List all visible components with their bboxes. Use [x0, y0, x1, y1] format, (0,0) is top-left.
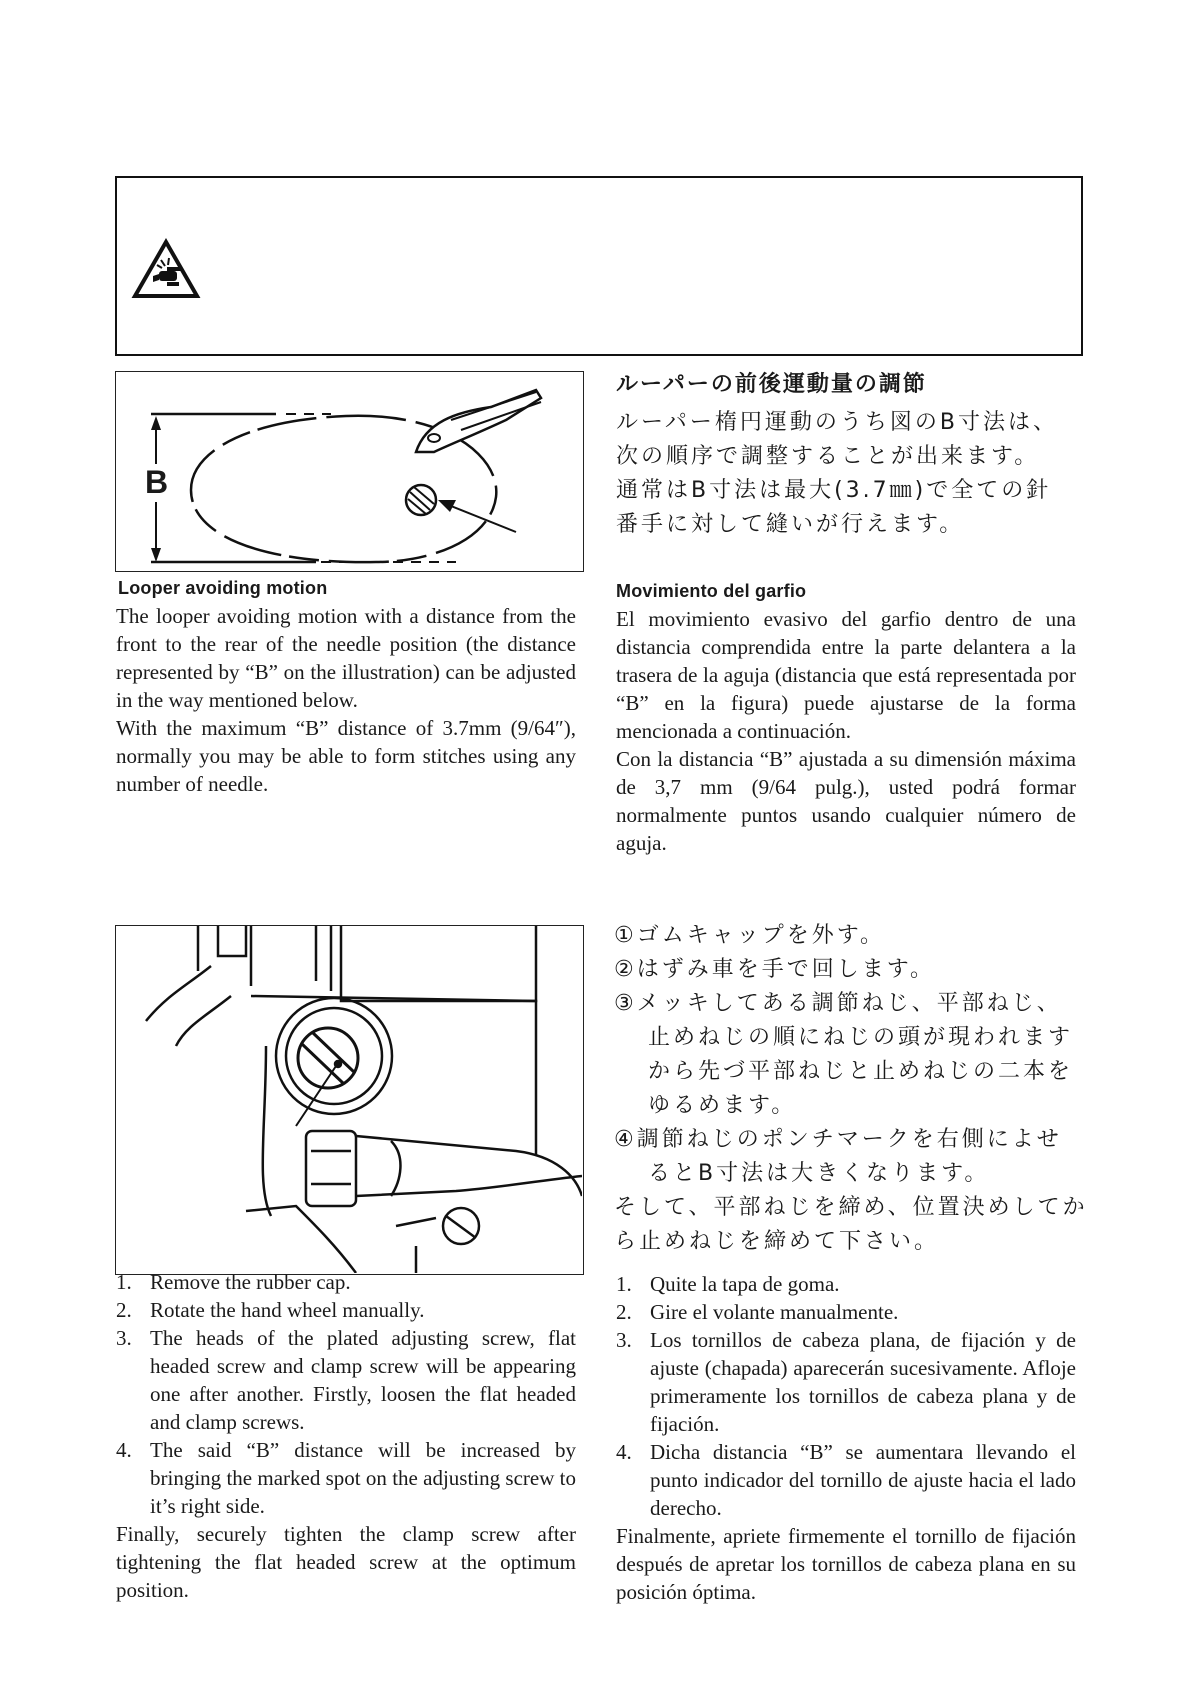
jp-section-2 [614, 919, 1094, 1259]
jp-step-line: ら止めねじを締めて下さい。 [614, 1229, 940, 1254]
en-step-number: 3. [116, 1326, 132, 1350]
dimension-label-b: B [145, 464, 169, 500]
en-section-1-para-2: With the maximum “B” distance of 3.7mm (9/64″), normally you may be able to form stitches using any number of needle. [116, 716, 576, 796]
es-step [616, 1326, 1076, 1438]
en-steps [116, 1268, 576, 1604]
es-step-text: Gire el volante manualmente. [650, 1300, 899, 1324]
en-step [116, 1436, 576, 1520]
es-step [616, 1270, 1076, 1298]
hand-injury-warning-icon [131, 238, 201, 300]
jp-line: 次の順序で調整することが出来ます。 [616, 444, 1040, 469]
en-section-1-body [116, 602, 576, 798]
jp-section-1-title: ルーパーの前後運動量の調節 [616, 372, 927, 397]
es-step [616, 1298, 1076, 1326]
es-section-1-heading: Movimiento del garfio [616, 581, 807, 601]
es-step-text: Dicha distancia “B” se aumentara llevando el punto indicador del tornillo de ajuste hacia el lado derecho. [650, 1440, 1076, 1520]
en-step-number: 4. [116, 1438, 132, 1462]
es-steps [616, 1270, 1076, 1606]
es-step-number: 3. [616, 1328, 632, 1352]
en-step-number: 1. [116, 1270, 132, 1294]
jp-step-line: 止めねじの順にねじの頭が現われます [648, 1025, 1074, 1050]
es-section-1-body [616, 605, 1076, 857]
jp-step-line: ①ゴムキャップを外す。 [614, 923, 885, 948]
en-step [116, 1296, 576, 1324]
en-step-text: Rotate the hand wheel manually. [150, 1298, 425, 1322]
es-step-number: 4. [616, 1440, 632, 1464]
adjusting-screw-figure [115, 925, 584, 1275]
es-final-note: Finalmente, apriete firmemente el tornillo de fijación después de apretar los tornillos de cabeza plana en su posición óptima. [616, 1524, 1076, 1604]
en-final-note: Finally, securely tighten the clamp screw after tightening the flat headed screw at the optimum position. [116, 1522, 576, 1602]
jp-step-line: から先づ平部ねじと止めねじの二本を [648, 1059, 1074, 1084]
jp-step-line: ②はずみ車を手で回します。 [614, 957, 935, 982]
es-step-number: 1. [616, 1272, 632, 1296]
looper-motion-figure [115, 371, 584, 572]
jp-step-line: ゆるめます。 [648, 1093, 797, 1118]
warning-box [115, 176, 1083, 356]
es-step-text: Quite la tapa de goma. [650, 1272, 840, 1296]
es-step [616, 1438, 1076, 1522]
en-section-1-heading: Looper avoiding motion [118, 578, 328, 598]
jp-step-line: ③メッキしてある調節ねじ、平部ねじ、 [614, 991, 1062, 1016]
es-section-1-para-2: Con la distancia “B” ajustada a su dimensión máxima de 3,7 mm (9/64 pulg.), usted podrá formar normalmente puntos usando cualquier número de aguja. [616, 747, 1076, 855]
es-step-number: 2. [616, 1300, 632, 1324]
en-step [116, 1268, 576, 1296]
es-section-1-para-1: El movimiento evasivo del garfio dentro de una distancia comprendida entre la parte delantera a la trasera de la aguja (distancia que está representada por “B” en la figura) puede ajustarse de la forma mencionada a continuación. [616, 607, 1076, 743]
en-step-number: 2. [116, 1298, 132, 1322]
jp-line: 通常はB寸法は最大(3.7㎜)で全ての針 [616, 478, 1052, 503]
jp-line: 番手に対して縫いが行えます。 [616, 512, 965, 537]
en-step-text: The heads of the plated adjusting screw, flat headed screw and clamp screw will be appearing one after another. Firstly, loosen the flat headed and clamp screws. [150, 1326, 576, 1434]
en-step-text: The said “B” distance will be increased by bringing the marked spot on the adjusting screw to it’s right side. [150, 1438, 576, 1518]
jp-step-line: ④調節ねじのポンチマークを右側によせ [614, 1127, 1062, 1152]
jp-line: ルーパー楕円運動のうち図のB寸法は、 [616, 410, 1058, 435]
en-section-1-para-1: The looper avoiding motion with a distance from the front to the rear of the needle position (the distance represented by “B” on the illustration) can be adjusted in the way mentioned below. [116, 604, 576, 712]
en-step [116, 1324, 576, 1436]
jp-step-line: るとB寸法は大きくなります。 [648, 1161, 990, 1186]
en-step-text: Remove the rubber cap. [150, 1270, 351, 1294]
es-step-text: Los tornillos de cabeza plana, de fijación y de ajuste (chapada) aparecerán sucesivamente. Afloje primeramente los tornillos de cabeza plana y de fijación. [650, 1328, 1076, 1436]
jp-section-1 [616, 368, 1086, 542]
jp-step-line: そして、平部ねじを締め、位置決めしてか [614, 1195, 1088, 1220]
